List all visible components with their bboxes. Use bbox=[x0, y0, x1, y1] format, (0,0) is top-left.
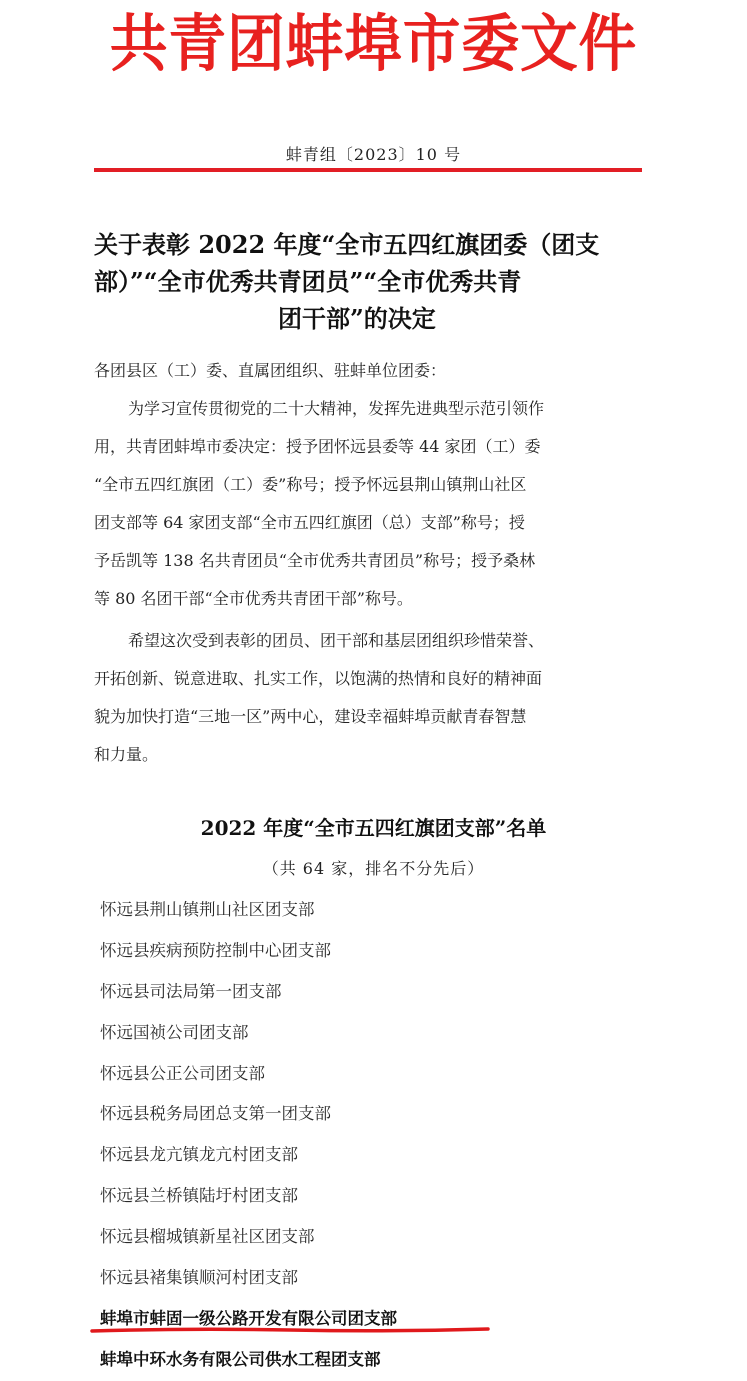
list-title: 2022 年度“全市五四红旗团支部”名单 bbox=[200, 816, 547, 840]
organization-list bbox=[100, 890, 660, 1381]
list-item-highlighted: 蚌埠市蚌固一级公路开发有限公司团支部 bbox=[100, 1308, 397, 1328]
list-item: 怀远县榴城镇新星社区团支部 bbox=[100, 1227, 315, 1247]
decision-title-line: 部）”“全市优秀共青团员”“全市优秀共青 bbox=[94, 267, 522, 296]
list-item: 怀远县兰桥镇陆圩村团支部 bbox=[100, 1186, 298, 1206]
document-header-title: 共青团蚌埠市委文件 bbox=[109, 7, 638, 80]
list-item: 怀远县公正公司团支部 bbox=[100, 1063, 265, 1083]
red-divider-line bbox=[94, 168, 642, 172]
document-number: 蚌青组〔2023〕10 号 bbox=[285, 145, 462, 164]
red-divider-bar bbox=[94, 168, 642, 172]
list-item: 怀远县疾病预防控制中心团支部 bbox=[100, 940, 331, 960]
red-underline-annotation bbox=[90, 1326, 490, 1336]
paragraph-line: 为学习宣传贯彻党的二十大精神，发挥先进典型示范引领作 bbox=[128, 399, 545, 418]
list-item: 怀远国祯公司团支部 bbox=[100, 1022, 249, 1042]
list-item: 怀远县司法局第一团支部 bbox=[100, 981, 282, 1001]
paragraph-1 bbox=[94, 390, 664, 618]
paragraph-2 bbox=[94, 622, 664, 774]
list-item: 怀远县褚集镇顺河村团支部 bbox=[100, 1268, 298, 1288]
decision-title-line: 团干部”的决定 bbox=[278, 304, 436, 333]
list-item: 蚌埠中环水务有限公司供水工程团支部 bbox=[100, 1349, 381, 1369]
list-item: 怀远县龙亢镇龙亢村团支部 bbox=[100, 1145, 298, 1165]
paragraph-line: 用，共青团蚌埠市委决定：授予团怀远县委等 44 家团（工）委 bbox=[94, 437, 541, 456]
decision-title bbox=[94, 226, 662, 337]
salutation-text: 各团县区（工）委、直属团组织、驻蚌单位团委： bbox=[94, 361, 447, 380]
paragraph-line: 希望这次受到表彰的团员、团干部和基层团组织珍惜荣誉、 bbox=[128, 631, 545, 650]
paragraph-line: 貌为加快打造“三地一区”两中心，建设幸福蚌埠贡献青春智慧 bbox=[94, 707, 527, 726]
decision-title-line: 关于表彰 2022 年度“全市五四红旗团委（团支 bbox=[94, 230, 600, 259]
red-underline-stroke bbox=[92, 1329, 488, 1331]
paragraph-line: 团支部等 64 家团支部“全市五四红旗团（总）支部”称号；授 bbox=[94, 513, 525, 532]
paragraph-line: 和力量。 bbox=[94, 745, 159, 764]
list-item: 怀远县荆山镇荆山社区团支部 bbox=[100, 900, 315, 919]
paragraph-line: 予岳凯等 138 名共青团员“全市优秀共青团员”称号；授予桑林 bbox=[94, 551, 536, 570]
paragraph-line: 等 80 名团干部“全市优秀共青团干部”称号。 bbox=[94, 589, 413, 608]
list-item: 怀远县税务局团总支第一团支部 bbox=[100, 1104, 331, 1124]
salutation bbox=[94, 352, 664, 390]
paragraph-line: 开拓创新、锐意进取、扎实工作，以饱满的热情和良好的精神面 bbox=[94, 669, 543, 688]
paragraph-line: “全市五四红旗团（工）委”称号；授予怀远县荆山镇荆山社区 bbox=[94, 475, 527, 494]
list-subtitle: （共 64 家，排名不分先后） bbox=[262, 859, 485, 878]
